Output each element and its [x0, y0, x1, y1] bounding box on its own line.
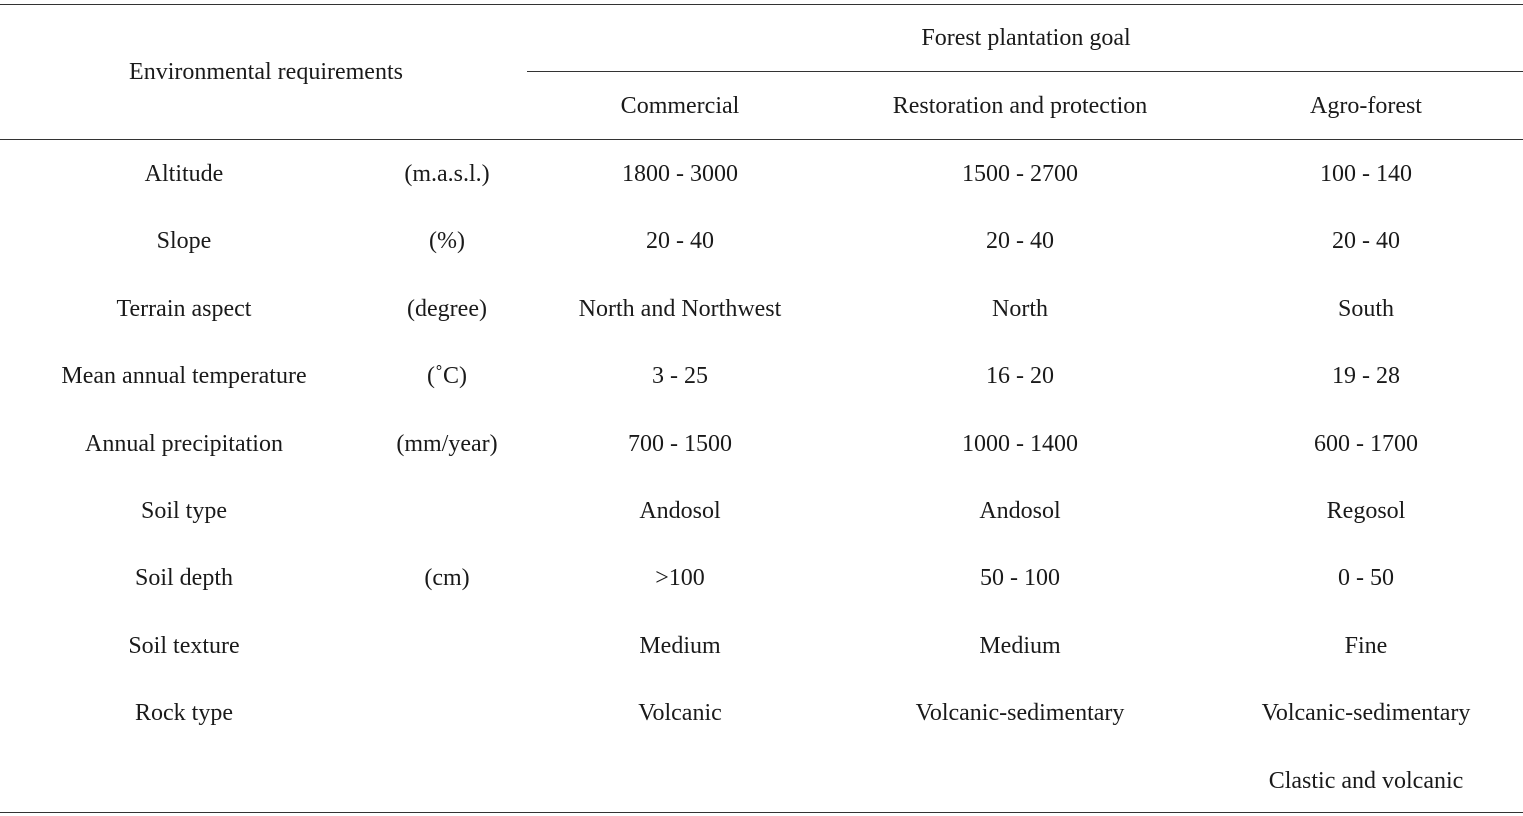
- cell-agro-forest: South: [1337, 296, 1395, 322]
- row-label: Annual precipitation: [85, 431, 283, 457]
- goal-underline-rule: [527, 71, 1523, 72]
- cell-commercial: Andosol: [639, 498, 721, 524]
- header-environmental-requirements: Environmental requirements: [129, 59, 403, 85]
- cell-agro-forest: Volcanic-sedimentary: [1261, 700, 1471, 726]
- cell-restoration-protection: Volcanic-sedimentary: [915, 700, 1125, 726]
- row-label: Soil depth: [134, 565, 234, 591]
- cell-restoration-protection: Andosol: [979, 498, 1061, 524]
- cell-commercial: 700 - 1500: [628, 431, 732, 457]
- cell-restoration-protection: North: [992, 296, 1048, 322]
- header-bottom-rule: [0, 139, 1523, 140]
- row-label: Slope: [156, 228, 212, 254]
- column-header-agro-forest: Agro-forest: [1310, 93, 1422, 119]
- cell-commercial: 3 - 25: [652, 363, 708, 389]
- header-forest-plantation-goal: Forest plantation goal: [921, 25, 1131, 51]
- cell-agro-forest: 0 - 50: [1338, 565, 1394, 591]
- column-header-commercial: Commercial: [620, 93, 740, 119]
- cell-restoration-protection: 16 - 20: [986, 363, 1054, 389]
- cell-agro-forest: 20 - 40: [1332, 228, 1400, 254]
- cell-commercial: Volcanic: [638, 700, 722, 726]
- row-unit: (%): [429, 228, 465, 254]
- cell-agro-forest: Regosol: [1326, 498, 1406, 524]
- row-unit: (degree): [407, 296, 487, 322]
- row-unit: (cm): [424, 565, 470, 591]
- row-unit: (m.a.s.l.): [404, 161, 490, 187]
- cell-agro-forest: 19 - 28: [1332, 363, 1400, 389]
- cell-restoration-protection: 1500 - 2700: [962, 161, 1078, 187]
- cell-restoration-protection: 1000 - 1400: [962, 431, 1078, 457]
- row-label: Terrain aspect: [116, 296, 252, 322]
- cell-commercial: 20 - 40: [646, 228, 714, 254]
- cell-restoration-protection: 20 - 40: [986, 228, 1054, 254]
- row-unit: (mm/year): [396, 431, 498, 457]
- cell-commercial: 1800 - 3000: [622, 161, 738, 187]
- cell-agro-forest: Fine: [1344, 633, 1388, 659]
- row-label: Soil texture: [128, 633, 240, 659]
- cell-commercial: Medium: [639, 633, 721, 659]
- row-label: Mean annual temperature: [61, 363, 307, 389]
- cell-agro-forest: 600 - 1700: [1314, 431, 1418, 457]
- cell-commercial: >100: [655, 565, 705, 591]
- cell-agro-forest: Clastic and volcanic: [1268, 768, 1464, 794]
- row-unit: (˚C): [427, 363, 467, 389]
- cell-commercial: North and Northwest: [578, 296, 782, 322]
- cell-restoration-protection: 50 - 100: [980, 565, 1060, 591]
- column-header-restoration-protection: Restoration and protection: [892, 93, 1148, 119]
- cell-agro-forest: 100 - 140: [1320, 161, 1412, 187]
- cell-restoration-protection: Medium: [979, 633, 1061, 659]
- table-top-rule: [0, 4, 1523, 5]
- row-label: Altitude: [144, 161, 224, 187]
- table-bottom-rule: [0, 812, 1523, 813]
- row-label: Rock type: [135, 700, 233, 726]
- row-label: Soil type: [140, 498, 228, 524]
